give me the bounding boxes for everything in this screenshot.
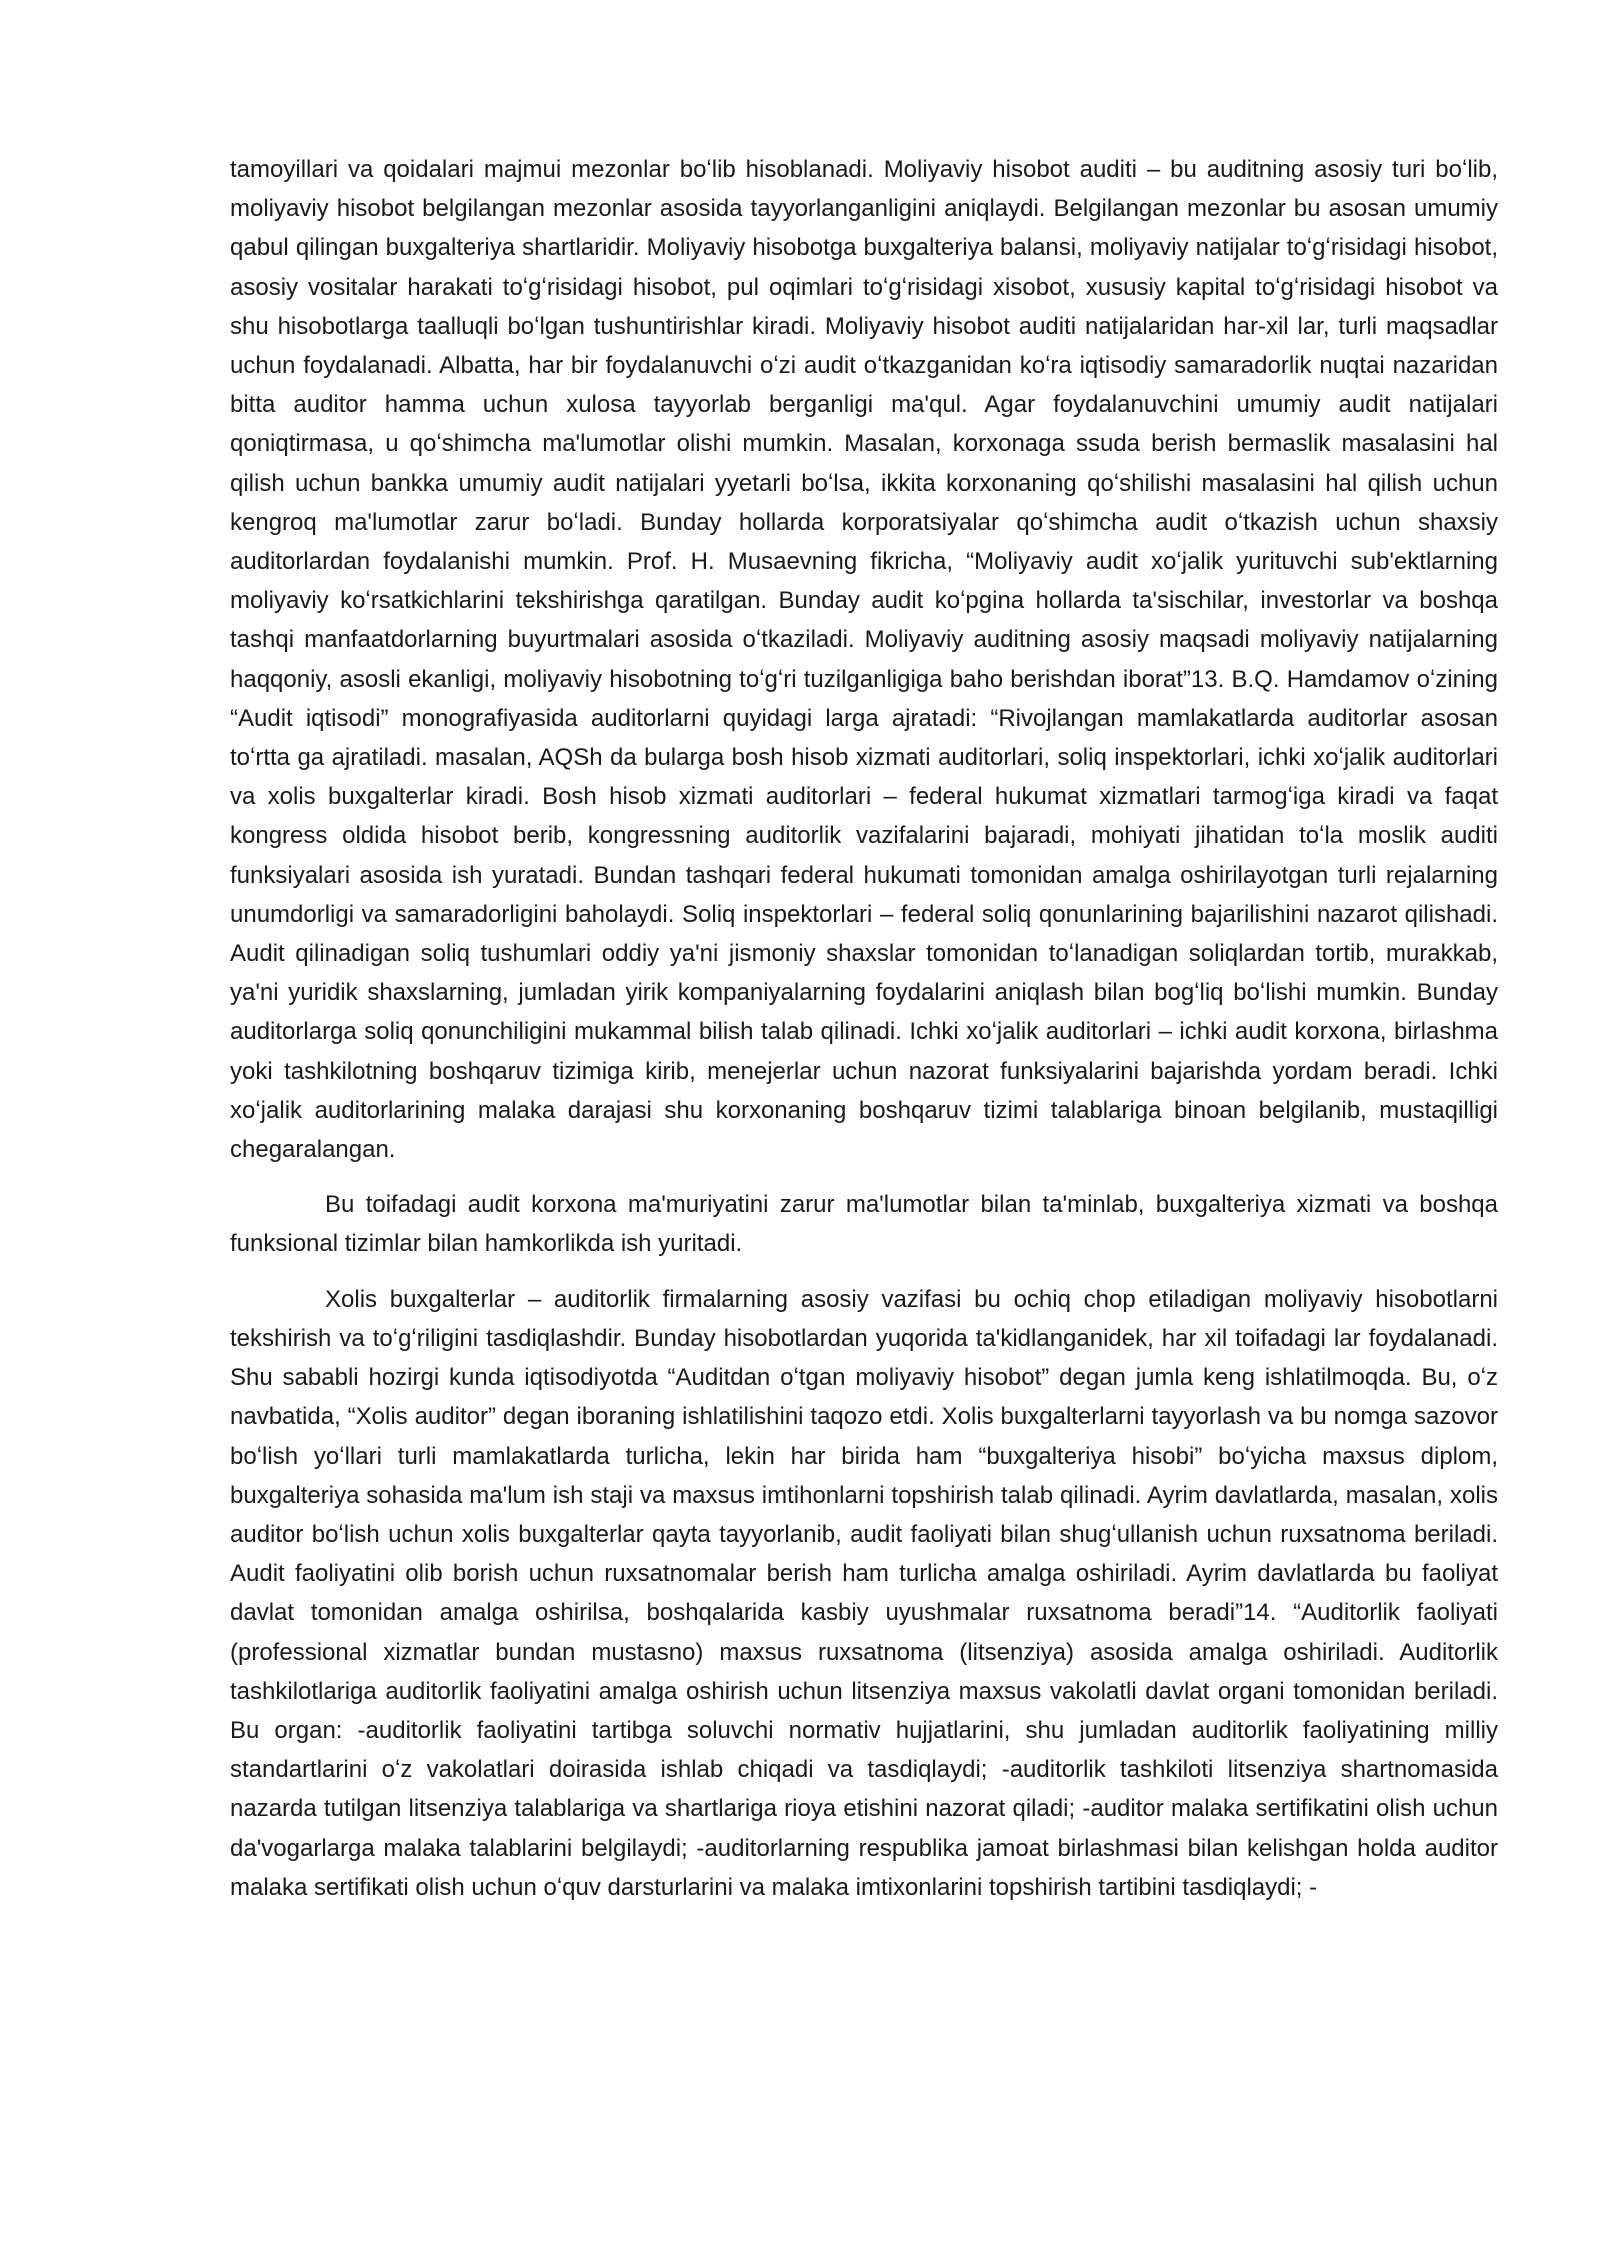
document-body	[230, 150, 1498, 1923]
paragraph-2: Bu toifadagi audit korxona ma'muriyatini zarur ma'lumotlar bilan ta'minlab, buxgalteriya xizmati va boshqa funksional tizimlar bilan hamkorlikda ish yuritadi.	[230, 1191, 1498, 1258]
paragraph-1: tamoyillari va qoidalari majmui mezonlar boʻlib hisoblanadi. Moliyaviy hisobot auditi – bu auditning asosiy turi boʻlib, moliyaviy hisobot belgilangan mezonlar asosida tayyorlanganligini aniqlaydi. Belgilangan mezonlar bu asosan umumiy qabul qilingan buxgalteriya shartlaridir. Moliyaviy hisobotga buxgalteriya balansi, moliyaviy natijalar toʻgʻrisidagi hisobot, asosiy vositalar harakati toʻgʻrisidagi hisobot, pul oqimlari toʻgʻrisidagi xisobot, xususiy kapital toʻgʻrisidagi hisobot va shu hisobotlarga taalluqli boʻlgan tushuntirishlar kiradi. Moliyaviy hisobot auditi natijalaridan har-xil lar, turli maqsadlar uchun foydalanadi. Albatta, har bir foydalanuvchi oʻzi audit oʻtkazganidan koʻra iqtisodiy samaradorlik nuqtai nazaridan bitta auditor hamma uchun xulosa tayyorlab berganligi ma'qul. Agar foydalanuvchini umumiy audit natijalari qoniqtirmasa, u qoʻshimcha ma'lumotlar olishi mumkin. Masalan, korxonaga ssuda berish bermaslik masalasini hal qilish uchun bankka umumiy audit natijalari yyetarli boʻlsa, ikkita korxonaning qoʻshilishi masalasini hal qilish uchun kengroq ma'lumotlar zarur boʻladi. Bunday hollarda korporatsiyalar qoʻshimcha audit oʻtkazish uchun shaxsiy auditorlardan foydalanishi mumkin. Prof. H. Musaevning fikricha, “Moliyaviy audit xoʻjalik yurituvchi sub'ektlarning moliyaviy koʻrsatkichlarini tekshirishga qaratilgan. Bunday audit koʻpgina hollarda ta'sischilar, investorlar va boshqa tashqi manfaatdorlarning buyurtmalari asosida oʻtkaziladi. Moliyaviy auditning asosiy maqsadi moliyaviy natijalarning haqqoniy, asosli ekanligi, moliyaviy hisobotning toʻgʻri tuzilganligiga baho berishdan iborat”13. B.Q. Hamdamov oʻzining “Audit iqtisodi” monografiyasida auditorlarni quyidagi larga ajratadi: “Rivojlangan mamlakatlarda auditorlar asosan toʻrtta ga ajratiladi. masalan, AQSh da bularga bosh hisob xizmati auditorlari, soliq inspektorlari, ichki xoʻjalik auditorlari va xolis buxgalterlar kiradi. Bosh hisob xizmati auditorlari – federal hukumat xizmatlari tarmogʻiga kiradi va faqat kongress oldida hisobot berib, kongressning auditorlik vazifalarini bajaradi, mohiyati jihatidan toʻla moslik auditi funksiyalari asosida ish yuratadi. Bundan tashqari federal hukumati tomonidan amalga oshirilayotgan turli rejalarning unumdorligi va samaradorligini baholaydi. Soliq inspektorlari – federal soliq qonunlarining bajarilishini nazarot qilishadi. Audit qilinadigan soliq tushumlari oddiy ya'ni jismoniy shaxslar tomonidan toʻlanadigan soliqlardan tortib, murakkab, ya'ni yuridik shaxslarning, jumladan yirik kompaniyalarning foydalarini aniqlash bilan bogʻliq boʻlishi mumkin. Bunday auditorlarga soliq qonunchiligini mukammal bilish talab qilinadi. Ichki xoʻjalik auditorlari – ichki audit korxona, birlashma yoki tashkilotning boshqaruv tizimiga kirib, menejerlar uchun nazorat funksiyalarini bajarishda yordam beradi. Ichki xoʻjalik auditorlarining malaka darajasi shu korxonaning boshqaruv tizimi talablariga binoan belgilanib, mustaqilligi chegaralangan.	[230, 156, 1498, 1164]
paragraph-3: Xolis buxgalterlar – auditorlik firmalarning asosiy vazifasi bu ochiq chop etiladigan moliyaviy hisobotlarni tekshirish va toʻgʻriligini tasdiqlashdir. Bunday hisobotlardan yuqorida ta'kidlanganidek, har xil toifadagi lar foydalanadi. Shu sababli hozirgi kunda iqtisodiyotda “Auditdan oʻtgan moliyaviy hisobot” degan jumla keng ishlatilmoqda. Bu, oʻz navbatida, “Xolis auditor” degan iboraning ishlatilishini taqozo etdi. Xolis buxgalterlarni tayyorlash va bu nomga sazovor boʻlish yoʻllari turli mamlakatlarda turlicha, lekin har birida ham “buxgalteriya hisobi” boʻyicha maxsus diplom, buxgalteriya sohasida ma'lum ish staji va maxsus imtihonlarni topshirish talab qilinadi. Ayrim davlatlarda, masalan, xolis auditor boʻlish uchun xolis buxgalterlar qayta tayyorlanib, audit faoliyati bilan shugʻullanish uchun ruxsatnoma beriladi. Audit faoliyatini olib borish uchun ruxsatnomalar berish ham turlicha amalga oshiriladi. Ayrim davlatlarda bu faoliyat davlat tomonidan amalga oshirilsa, boshqalarida kasbiy uyushmalar ruxsatnoma beradi”14. “Auditorlik faoliyati (professional xizmatlar bundan mustasno) maxsus ruxsatnoma (litsenziya) asosida amalga oshiriladi. Auditorlik tashkilotlariga auditorlik faoliyatini amalga oshirish uchun litsenziya maxsus vakolatli davlat organi tomonidan beriladi. Bu organ: -auditorlik faoliyatini tartibga soluvchi normativ hujjatlarini, shu jumladan auditorlik faoliyatining milliy standartlarini oʻz vakolatlari doirasida ishlab chiqadi va tasdiqlaydi; -auditorlik tashkiloti litsenziya shartnomasida nazarda tutilgan litsenziya talablariga va shartlariga rioya etishini nazorat qiladi; -auditor malaka sertifikatini olish uchun da'vogarlarga malaka talablarini belgilaydi; -auditorlarning respublika jamoat birlashmasi bilan kelishgan holda auditor malaka sertifikati olish uchun oʻquv darsturlarini va malaka imtixonlarini topshirish tartibini tasdiqlaydi; -	[230, 1285, 1498, 1901]
